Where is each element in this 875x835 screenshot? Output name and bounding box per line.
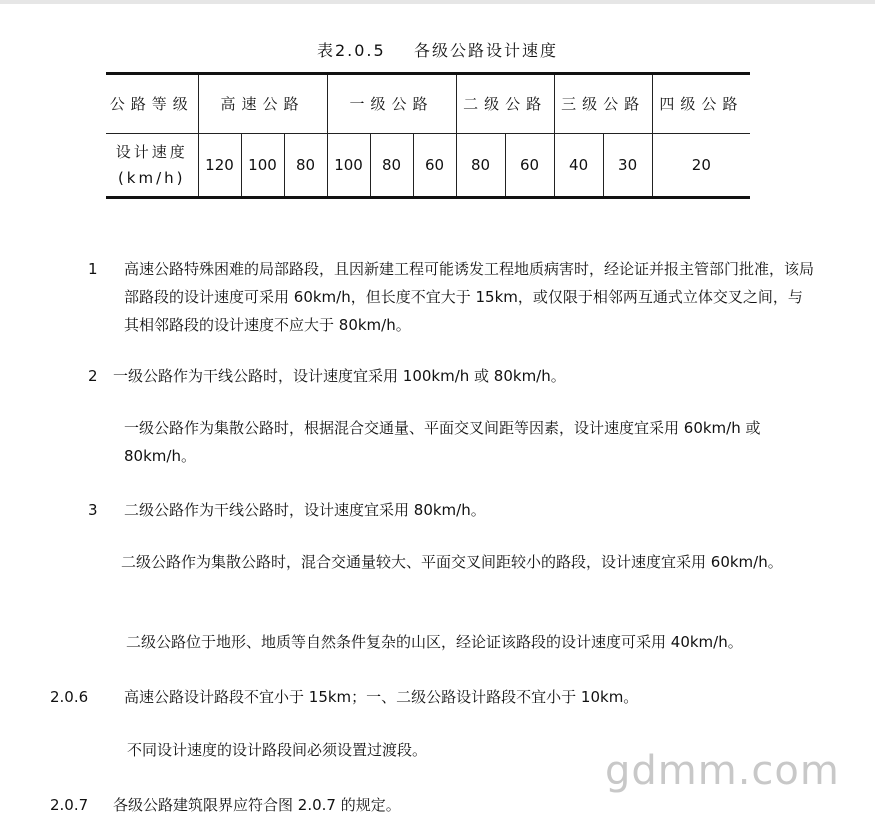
header-class2: 二级公路 (456, 74, 554, 134)
item-text: 二级公路作为集散公路时，混合交通量较大、平面交叉间距较小的路段，设计速度宜采用 60km/h。 (121, 553, 783, 571)
header-class4: 四级公路 (652, 74, 750, 134)
table-title: 表2.0.5 各级公路设计速度 (316, 41, 559, 60)
item-number: 2 (88, 367, 98, 385)
section-number: 2.0.6 (50, 688, 89, 706)
table-cell: 60 (505, 134, 554, 198)
table-cell: 80 (284, 134, 327, 198)
table-speed-row (106, 134, 750, 198)
speed-row-label: 设计速度(km/h) (106, 134, 198, 198)
table-cell: 60 (413, 134, 456, 198)
header-class3: 三级公路 (554, 74, 652, 134)
item-text: 一级公路作为集散公路时，根据混合交通量、平面交叉间距等因素，设计速度宜采用 60km/h 或 80km/h。 (124, 419, 761, 465)
table-cell: 100 (327, 134, 370, 198)
header-expressway: 高速公路 (198, 74, 327, 134)
table-cell: 120 (198, 134, 241, 198)
top-border (0, 0, 875, 4)
design-speed-table (106, 72, 750, 199)
item-text: 各级公路建筑限界应符合图 2.0.7 的规定。 (113, 796, 401, 814)
item-text: 高速公路设计路段不宜小于 15km；一、二级公路设计路段不宜小于 10km。 (124, 688, 639, 706)
table-cell: 100 (241, 134, 284, 198)
watermark: gdmm.com (605, 748, 840, 794)
table-cell: 30 (603, 134, 652, 198)
table-cell: 40 (554, 134, 603, 198)
item-number: 1 (88, 260, 98, 278)
item-text: 一级公路作为干线公路时，设计速度宜采用 100km/h 或 80km/h。 (113, 367, 566, 385)
header-row-label: 公路等级 (106, 74, 198, 134)
table-cell: 80 (456, 134, 505, 198)
item-text: 二级公路位于地形、地质等自然条件复杂的山区，经论证该路段的设计速度可采用 40km/h。 (126, 633, 743, 651)
table-cell: 80 (370, 134, 413, 198)
table-cell: 20 (652, 134, 750, 198)
section-number: 2.0.7 (50, 796, 89, 814)
item-text: 高速公路特殊困难的局部路段，且因新建工程可能诱发工程地质病害时，经论证并报主管部门批准，该局部路段的设计速度可采用 60km/h，但长度不宜大于 15km，或仅限于相邻两互通式立体交叉之间，与其相邻路段的设计速度不应大于 80km/h。 (124, 260, 815, 334)
table-header-row (106, 74, 750, 134)
header-class1: 一级公路 (327, 74, 456, 134)
item-text: 二级公路作为干线公路时，设计速度宜采用 80km/h。 (124, 501, 486, 519)
item-text: 不同设计速度的设计路段间必须设置过渡段。 (127, 741, 428, 759)
item-number: 3 (88, 501, 98, 519)
